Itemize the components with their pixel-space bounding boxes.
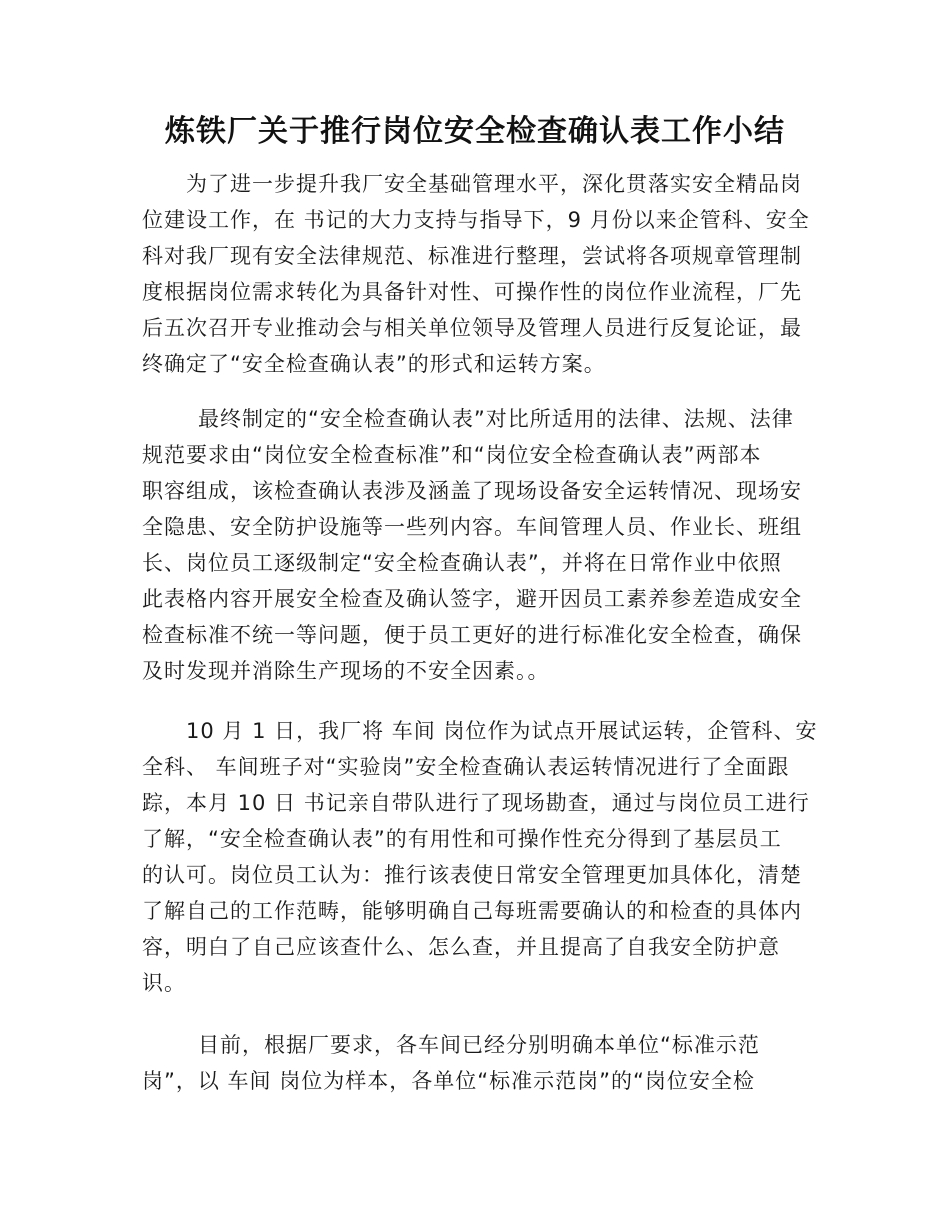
paragraph-3-line-3: 踪，本月 10 日 书记亲自带队进行了现场勘查，通过与岗位员工进行 — [142, 791, 810, 815]
paragraph-2-line-6: 此表格内容开展安全检查及确认签字，避开因员工素养参差造成安全 — [142, 587, 802, 611]
paragraph-1-line-3: 科对我厂现有安全法律规范、标准进行整理，尝试将各项规章管理制 — [142, 244, 802, 268]
paragraph-2-line-3: 职容组成，该检查确认表涉及涵盖了现场设备安全运转情况、现场安 — [142, 479, 802, 503]
paragraph-3-line-5: 的认可。岗位员工认为：推行该表使日常安全管理更加具体化，清楚 — [142, 863, 802, 887]
paragraph-2-line-8: 及时发现并消除生产现场的不安全因素。。 — [142, 659, 550, 683]
paragraph-3-line-4: 了解，“安全检查确认表”的有用性和可操作性充分得到了基层员工 — [142, 827, 782, 851]
paragraph-1-line-6: 终确定了“安全检查确认表”的形式和运转方案。 — [142, 352, 606, 376]
paragraph-1-line-4: 度根据岗位需求转化为具备针对性、可操作性的岗位作业流程，厂先 — [142, 280, 802, 304]
paragraph-3-line-2: 全科、 车间班子对“实验岗”安全检查确认表运转情况进行了全面跟 — [142, 755, 790, 779]
paragraph-1-line-1: 为了进一步提升我厂安全基础管理水平，深化贯落实安全精品岗 — [186, 172, 802, 196]
paragraph-3-line-7: 容，明白了自己应该查什么、怎么查，并且提高了自我安全防护意 — [142, 935, 780, 959]
paragraph-4-line-1: 目前，根据厂要求，各车间已经分别明确本单位“标准示范 — [198, 1033, 760, 1057]
paragraph-4-line-2: 岗”，以 车间 岗位为样本，各单位“标准示范岗”的“岗位安全检 — [142, 1069, 755, 1093]
paragraph-2-line-1: 最终制定的“安全检查确认表”对比所适用的法律、法规、法律 — [198, 407, 794, 431]
paragraph-2-line-5: 长、岗位员工逐级制定“安全检查确认表”，并将在日常作业中依照 — [142, 551, 782, 575]
paragraph-1-line-2: 位建设工作，在 书记的大力支持与指导下，9 月份以来企管科、安全 — [142, 208, 810, 232]
paragraph-3-line-1: 10 月 1 日，我厂将 车间 岗位作为试点开展试运转，企管科、安 — [186, 719, 818, 743]
paragraph-1-line-5: 后五次召开专业推动会与相关单位领导及管理人员进行反复论证，最 — [142, 316, 802, 340]
paragraph-2-line-4: 全隐患、安全防护设施等一些列内容。车间管理人员、作业长、班组 — [142, 515, 802, 539]
paragraph-3-line-8: 识。 — [142, 971, 186, 995]
paragraph-3-line-6: 了解自己的工作范畴，能够明确自己每班需要确认的和检查的具体内 — [142, 899, 802, 923]
paragraph-2-line-2: 规范要求由“岗位安全检查标准”和“岗位安全检查确认表”两部本 — [142, 443, 762, 467]
document-title: 炼铁厂关于推行岗位安全检查确认表工作小结 — [165, 114, 785, 149]
paragraph-2-line-7: 检查标准不统一等问题，便于员工更好的进行标准化安全检查，确保 — [142, 623, 802, 647]
